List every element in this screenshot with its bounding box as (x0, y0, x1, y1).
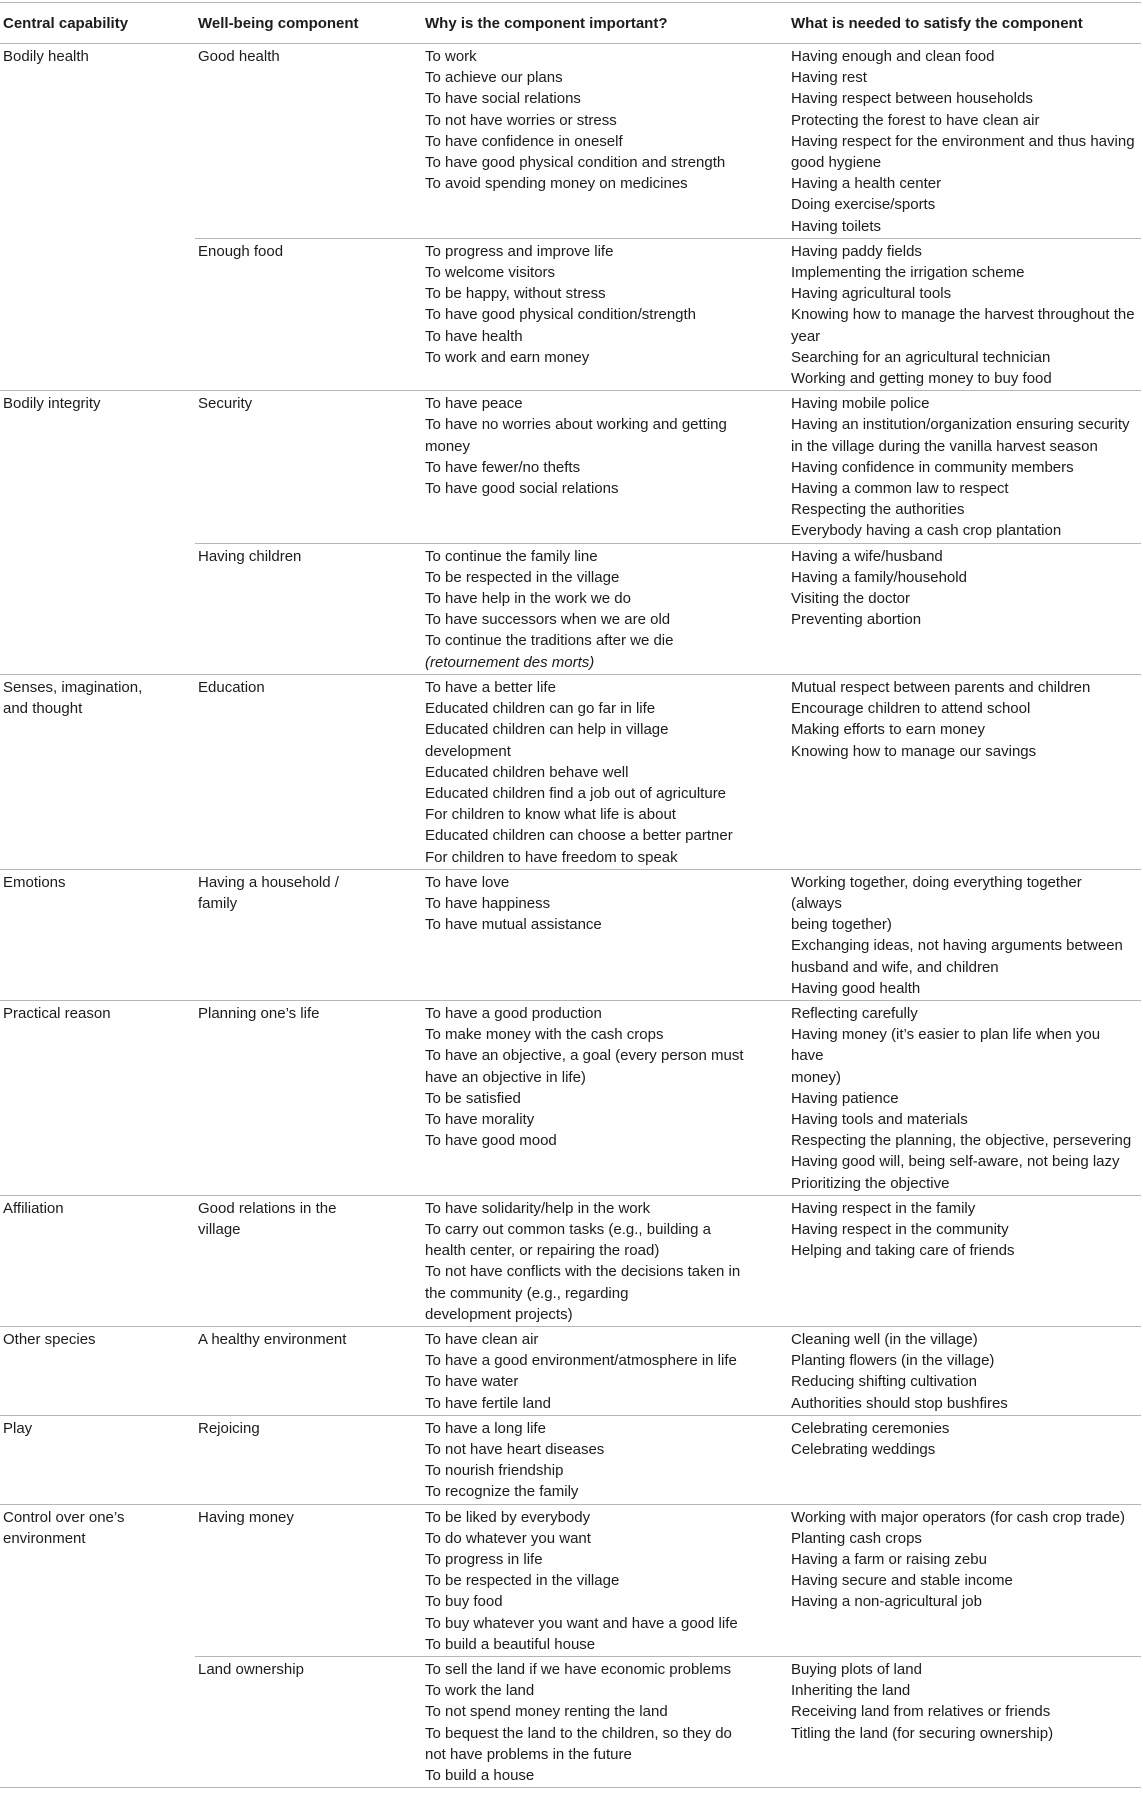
cell-line: Making efforts to earn money (791, 721, 985, 739)
cell-line: Educated children can go far in life (425, 700, 656, 718)
cell-line: To have love (425, 873, 510, 891)
cell-line: Having money (198, 1508, 294, 1526)
component-cell (195, 44, 422, 239)
why-cell (422, 238, 788, 390)
cell-line: Having rest (791, 69, 867, 87)
cell-line: Good relations in the (198, 1199, 337, 1217)
cell-line: Enough food (198, 242, 284, 260)
cell-line: Mutual respect between parents and children (791, 678, 1091, 696)
cell-line: Receiving land from relatives or friends (791, 1703, 1051, 1721)
needed-cell (788, 869, 1141, 1000)
cell-line: To have good social relations (425, 480, 619, 498)
cell-line: To bequest the land to the children, so they do (425, 1724, 732, 1742)
needed-cell (788, 1657, 1141, 1788)
cell-line: Education (198, 678, 265, 696)
capability-cell (0, 1000, 195, 1195)
cell-line: Protecting the forest to have clean air (791, 111, 1040, 129)
cell-line: Reducing shifting cultivation (791, 1373, 977, 1391)
cell-line: Prioritizing the objective (791, 1174, 950, 1192)
cell-line: Knowing how to manage the harvest throughout the (791, 306, 1135, 324)
table-row (0, 44, 1141, 239)
cell-line: To have health (425, 327, 523, 345)
why-cell (422, 1195, 788, 1326)
why-cell (422, 543, 788, 674)
cell-line: Having a wife/husband (791, 547, 943, 565)
table-row (0, 238, 1141, 390)
table-row (0, 391, 1141, 543)
cell-line: Titling the land (for securing ownership) (791, 1724, 1054, 1742)
cell-line: Encourage children to attend school (791, 700, 1031, 718)
cell-line: To progress in life (425, 1551, 543, 1569)
table-row (0, 1657, 1141, 1788)
cell-line: Having respect in the family (791, 1199, 976, 1217)
cell-line: Affiliation (3, 1199, 64, 1217)
cell-line: A healthy environment (198, 1330, 347, 1348)
why-cell (422, 44, 788, 239)
capability-cell (0, 238, 195, 390)
why-cell (422, 1415, 788, 1504)
table-row (0, 1195, 1141, 1326)
table-body (0, 44, 1141, 1788)
cell-line: development (425, 742, 511, 760)
cell-line: Searching for an agricultural technician (791, 348, 1051, 366)
needed-cell (788, 543, 1141, 674)
component-cell (195, 1415, 422, 1504)
component-cell (195, 869, 422, 1000)
cell-line: and thought (3, 700, 83, 718)
cell-line: To have good mood (425, 1132, 557, 1150)
cell-line: Rejoicing (198, 1419, 260, 1437)
cell-line: Doing exercise/sports (791, 196, 936, 214)
header-central-capability: Central capability (0, 3, 195, 44)
component-cell (195, 238, 422, 390)
cell-line: Implementing the irrigation scheme (791, 264, 1025, 282)
table-row (0, 1326, 1141, 1415)
cell-line: To build a beautiful house (425, 1635, 596, 1653)
cell-line: Planting cash crops (791, 1529, 922, 1547)
cell-line: Educated children can help in village (425, 721, 669, 739)
component-cell (195, 1326, 422, 1415)
cell-line: To be happy, without stress (425, 285, 606, 303)
cell-line: not have problems in the future (425, 1745, 632, 1763)
needed-cell (788, 1326, 1141, 1415)
cell-line: Having an institution/organization ensuring security (791, 416, 1130, 434)
cell-line: To have a better life (425, 678, 556, 696)
cell-line: To have morality (425, 1110, 535, 1128)
cell-line: To have water (425, 1373, 519, 1391)
cell-line: To buy food (425, 1593, 503, 1611)
cell-line: To have peace (425, 395, 523, 413)
header-what-needed: What is needed to satisfy the component (788, 3, 1141, 44)
capability-cell (0, 869, 195, 1000)
cell-line: To have no worries about working and getting (425, 416, 727, 434)
table-row (0, 543, 1141, 674)
cell-line: Having a non-agricultural job (791, 1593, 982, 1611)
why-cell (422, 1657, 788, 1788)
cell-line: Having a farm or raising zebu (791, 1551, 987, 1569)
cell-line: (retournement des morts) (425, 653, 595, 671)
cell-line: Helping and taking care of friends (791, 1242, 1015, 1260)
cell-line: To work and earn money (425, 348, 590, 366)
cell-line: Celebrating ceremonies (791, 1419, 950, 1437)
cell-line: Educated children find a job out of agriculture (425, 784, 727, 802)
cell-line: To not have conflicts with the decisions taken in (425, 1263, 741, 1281)
cell-line: To welcome visitors (425, 264, 556, 282)
cell-line: Control over one’s (3, 1508, 125, 1526)
cell-line: Having mobile police (791, 395, 930, 413)
cell-line: good hygiene (791, 154, 882, 172)
cell-line: Having confidence in community members (791, 458, 1074, 476)
cell-line: To work (425, 48, 477, 65)
cell-line: Having good health (791, 979, 921, 997)
cell-line: Knowing how to manage our savings (791, 742, 1037, 760)
cell-line: To be satisfied (425, 1089, 521, 1107)
capabilities-table (0, 2, 1141, 1788)
cell-line: health center, or repairing the road) (425, 1242, 660, 1260)
cell-line: Having respect between households (791, 90, 1033, 108)
component-cell (195, 1195, 422, 1326)
cell-line: To avoid spending money on medicines (425, 175, 688, 193)
needed-cell (788, 674, 1141, 869)
component-cell (195, 391, 422, 543)
cell-line: Planning one’s life (198, 1004, 320, 1022)
cell-line: Having a common law to respect (791, 480, 1009, 498)
cell-line: To nourish friendship (425, 1462, 564, 1480)
cell-line: Planting flowers (in the village) (791, 1352, 995, 1370)
why-cell (422, 1326, 788, 1415)
component-cell (195, 543, 422, 674)
cell-line: To have a good production (425, 1004, 602, 1022)
cell-line: Inheriting the land (791, 1682, 911, 1700)
cell-line: Having respect for the environment and thus having (791, 132, 1135, 150)
cell-line: development projects) (425, 1305, 573, 1323)
cell-line: Working with major operators (for cash crop trade) (791, 1508, 1126, 1526)
table-row (0, 674, 1141, 869)
cell-line: Bodily integrity (3, 395, 101, 413)
cell-line: To have clean air (425, 1330, 539, 1348)
document-page (0, 2, 1143, 1809)
cell-line: To work the land (425, 1682, 535, 1700)
capability-cell (0, 674, 195, 869)
cell-line: Working and getting money to buy food (791, 370, 1052, 388)
cell-line: Having a health center (791, 175, 942, 193)
cell-line: Celebrating weddings (791, 1441, 936, 1458)
cell-line: Having paddy fields (791, 242, 922, 260)
cell-line: To have good physical condition/strength (425, 306, 697, 324)
cell-line: Working together, doing everything together (always (791, 873, 1082, 912)
cell-line: environment (3, 1529, 86, 1547)
cell-line: Other species (3, 1330, 96, 1348)
cell-line: Having money (it’s easier to plan life when you have (791, 1026, 1101, 1065)
capability-cell (0, 391, 195, 543)
why-cell (422, 1000, 788, 1195)
cell-line: husband and wife, and children (791, 958, 999, 976)
cell-line: Educated children behave well (425, 763, 629, 781)
cell-line: Having good will, being self-aware, not being lazy (791, 1153, 1120, 1171)
table-header-row (0, 3, 1141, 44)
capability-cell (0, 1415, 195, 1504)
cell-line: Having patience (791, 1089, 899, 1107)
cell-line: Security (198, 395, 253, 413)
cell-line: To have fertile land (425, 1394, 551, 1412)
cell-line: being together) (791, 916, 892, 934)
cell-line: To have help in the work we do (425, 590, 631, 608)
cell-line: Senses, imagination, (3, 678, 143, 696)
capability-cell (0, 1657, 195, 1788)
component-cell (195, 1657, 422, 1788)
cell-line: Cleaning well (in the village) (791, 1330, 978, 1348)
header-well-being-component: Well-being component (195, 3, 422, 44)
cell-line: To build a house (425, 1767, 535, 1785)
cell-line: Everybody having a cash crop plantation (791, 522, 1062, 540)
cell-line: money) (791, 1068, 842, 1086)
cell-line: Having tools and materials (791, 1110, 968, 1128)
needed-cell (788, 1000, 1141, 1195)
component-cell (195, 674, 422, 869)
table-row (0, 869, 1141, 1000)
cell-line: Having agricultural tools (791, 285, 952, 303)
capability-cell (0, 1504, 195, 1656)
cell-line: To be respected in the village (425, 568, 620, 586)
cell-line: Bodily health (3, 48, 89, 65)
capability-cell (0, 543, 195, 674)
cell-line: Respecting the authorities (791, 501, 965, 519)
cell-line: To not spend money renting the land (425, 1703, 668, 1721)
cell-line: Exchanging ideas, not having arguments between (791, 937, 1123, 955)
table-row (0, 1000, 1141, 1195)
needed-cell (788, 44, 1141, 239)
why-cell (422, 674, 788, 869)
table-row (0, 1504, 1141, 1656)
capability-cell (0, 1195, 195, 1326)
cell-line: To make money with the cash crops (425, 1026, 664, 1044)
cell-line: To have successors when we are old (425, 611, 671, 629)
cell-line: For children to have freedom to speak (425, 848, 678, 866)
cell-line: the community (e.g., regarding (425, 1284, 629, 1302)
cell-line: To sell the land if we have economic problems (425, 1661, 731, 1679)
cell-line: Having secure and stable income (791, 1572, 1013, 1590)
cell-line: To not have worries or stress (425, 111, 617, 129)
cell-line: To progress and improve life (425, 242, 614, 260)
capability-cell (0, 44, 195, 239)
cell-line: To have good physical condition and strength (425, 154, 726, 172)
cell-line: Visiting the doctor (791, 590, 910, 608)
cell-line: To have an objective, a goal (every person must (425, 1047, 744, 1065)
cell-line: Emotions (3, 873, 66, 891)
header-why-important: Why is the component important? (422, 3, 788, 44)
table-row (0, 1415, 1141, 1504)
cell-line: To do whatever you want (425, 1529, 591, 1547)
cell-line: To carry out common tasks (e.g., building a (425, 1220, 711, 1238)
cell-line: To continue the family line (425, 547, 598, 565)
cell-line: Having enough and clean food (791, 48, 995, 65)
cell-line: To have happiness (425, 894, 551, 912)
cell-line: Having respect in the community (791, 1220, 1009, 1238)
needed-cell (788, 1504, 1141, 1656)
needed-cell (788, 238, 1141, 390)
cell-line: To be respected in the village (425, 1572, 620, 1590)
capability-cell (0, 1326, 195, 1415)
cell-line: Having children (198, 547, 302, 565)
why-cell (422, 1504, 788, 1656)
cell-line: Authorities should stop bushfires (791, 1394, 1008, 1412)
needed-cell (788, 1415, 1141, 1504)
needed-cell (788, 391, 1141, 543)
cell-line: To have a long life (425, 1419, 546, 1437)
cell-line: To not have heart diseases (425, 1441, 605, 1458)
cell-line: To achieve our plans (425, 69, 563, 87)
cell-line: To have mutual assistance (425, 916, 602, 934)
cell-line: family (198, 894, 238, 912)
cell-line: To recognize the family (425, 1483, 579, 1501)
why-cell (422, 869, 788, 1000)
cell-line: To have confidence in oneself (425, 132, 623, 150)
cell-line: To have fewer/no thefts (425, 458, 581, 476)
cell-line: Educated children can choose a better partner (425, 827, 733, 845)
cell-line: village (198, 1220, 241, 1238)
cell-line: Good health (198, 48, 280, 65)
component-cell (195, 1000, 422, 1195)
component-cell (195, 1504, 422, 1656)
cell-line: money (425, 437, 471, 455)
needed-cell (788, 1195, 1141, 1326)
cell-line: Respecting the planning, the objective, persevering (791, 1132, 1132, 1150)
cell-line: Having toilets (791, 217, 882, 235)
cell-line: Play (3, 1419, 33, 1437)
why-cell (422, 391, 788, 543)
cell-line: To have social relations (425, 90, 581, 108)
cell-line: Having a family/household (791, 568, 967, 586)
cell-line: have an objective in life) (425, 1068, 586, 1086)
cell-line: To buy whatever you want and have a good life (425, 1614, 738, 1632)
cell-line: Preventing abortion (791, 611, 922, 629)
cell-line: Practical reason (3, 1004, 111, 1022)
cell-line: For children to know what life is about (425, 806, 676, 824)
cell-line: To have a good environment/atmosphere in life (425, 1352, 737, 1370)
cell-line: in the village during the vanilla harvest season (791, 437, 1098, 455)
cell-line: Buying plots of land (791, 1661, 922, 1679)
cell-line: Land ownership (198, 1661, 304, 1679)
cell-line: To be liked by everybody (425, 1508, 591, 1526)
cell-line: year (791, 327, 821, 345)
cell-line: Reflecting carefully (791, 1004, 918, 1022)
cell-line: To have solidarity/help in the work (425, 1199, 651, 1217)
cell-line: Having a household / (198, 873, 339, 891)
cell-line: To continue the traditions after we die (425, 632, 674, 650)
